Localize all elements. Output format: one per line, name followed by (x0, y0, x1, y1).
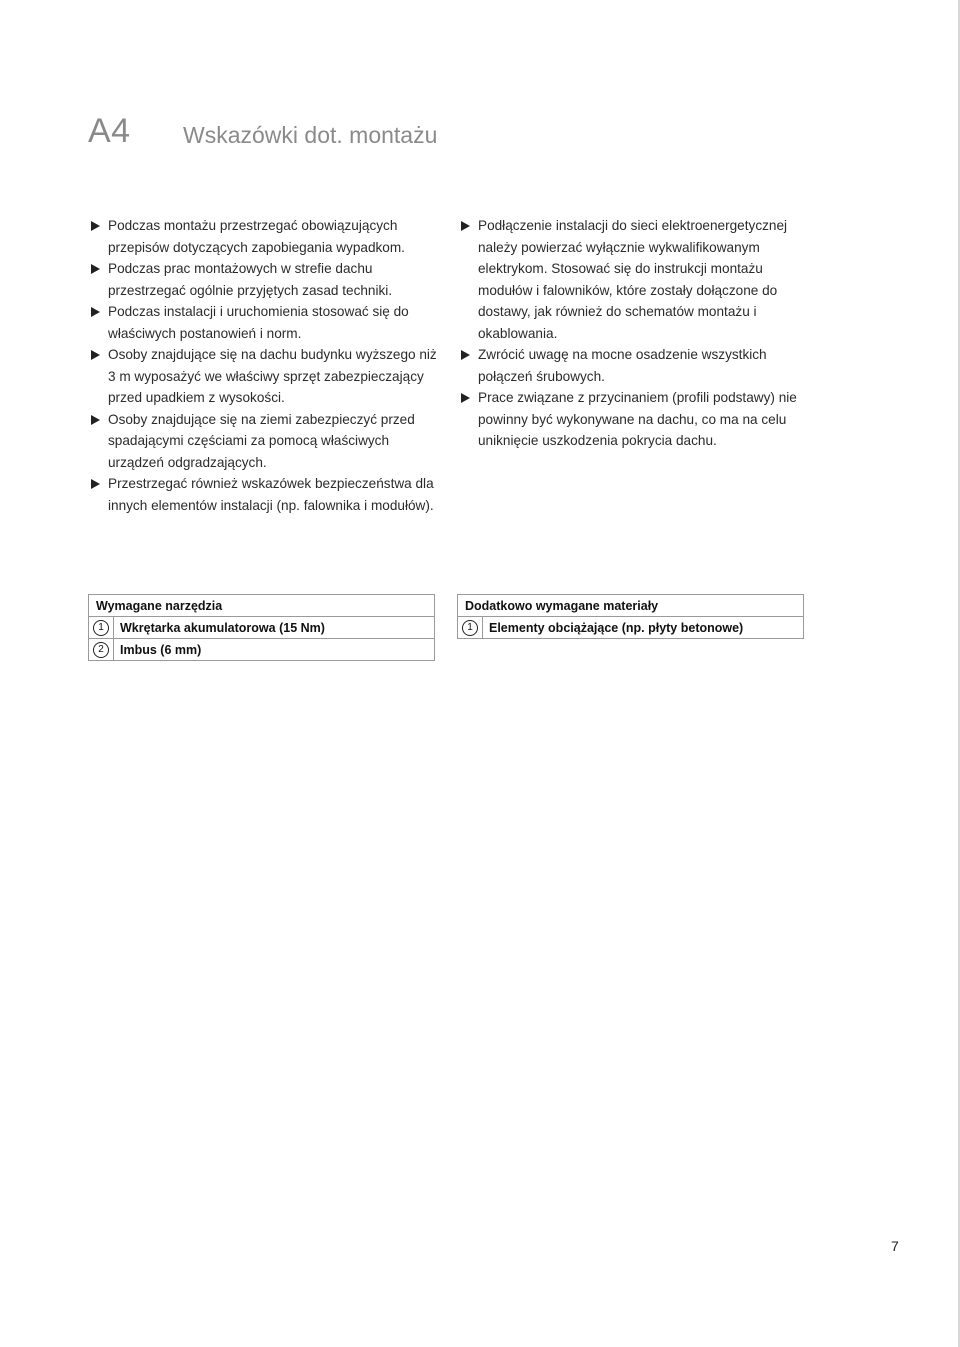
section-code: A4 (88, 112, 131, 150)
list-item (88, 473, 440, 516)
triangle-bullet-icon (461, 393, 470, 403)
item-number-cell (89, 639, 114, 661)
table-title: Wymagane narzędzia (89, 595, 435, 617)
triangle-bullet-icon (91, 264, 100, 274)
additional-materials-table (457, 594, 804, 639)
table-row (89, 617, 435, 639)
list-item (458, 344, 810, 387)
safety-list-right (458, 215, 810, 452)
item-number-cell (458, 617, 483, 639)
page-number: 7 (891, 1238, 899, 1254)
triangle-bullet-icon (91, 307, 100, 317)
triangle-bullet-icon (91, 415, 100, 425)
right-column (458, 215, 810, 452)
list-item-text: Podłączenie instalacji do sieci elektroenergetycznej należy powierzać wyłącznie wykwalifikowanym elektrykom. Stosować się do instrukcji montażu modułów i falowników, które zostały dołączone do dostawy, jak również do schematów montażu i okablowania. (478, 218, 788, 341)
circled-number: 1 (462, 620, 478, 636)
circled-number: 2 (93, 642, 109, 658)
safety-list-left (88, 215, 440, 516)
list-item (458, 215, 810, 344)
list-item (88, 215, 440, 258)
table-row (458, 617, 804, 639)
item-label: Elementy obciążające (np. płyty betonowe) (483, 617, 804, 639)
item-label: Imbus (6 mm) (114, 639, 435, 661)
table-title: Dodatkowo wymagane materiały (458, 595, 804, 617)
list-item-text: Prace związane z przycinaniem (profili podstawy) nie powinny być wykonywane na dachu, co ma na celu uniknięcie uszkodzenia pokrycia dachu. (478, 390, 797, 448)
required-tools-table (88, 594, 435, 661)
triangle-bullet-icon (461, 221, 470, 231)
table-header-row (89, 595, 435, 617)
circled-number: 1 (93, 620, 109, 636)
item-label: Wkrętarka akumulatorowa (15 Nm) (114, 617, 435, 639)
triangle-bullet-icon (91, 350, 100, 360)
list-item-text: Osoby znajdujące się na ziemi zabezpieczyć przed spadającymi częściami za pomocą właściwych urządzeń odgradzających. (108, 411, 415, 470)
list-item-text: Osoby znajdujące się na dachu budynku wyższego niż 3 m wyposażyć we właściwy sprzęt zabezpieczający przed upadkiem z wysokości. (108, 347, 437, 405)
list-item-text: Podczas instalacji i uruchomienia stosować się do właściwych postanowień i norm. (108, 304, 409, 341)
list-item (88, 301, 440, 344)
triangle-bullet-icon (91, 479, 100, 489)
list-item-text: Zwrócić uwagę na mocne osadzenie wszystkich połączeń śrubowych. (478, 347, 767, 384)
triangle-bullet-icon (91, 221, 100, 231)
left-column (88, 215, 440, 516)
list-item-text: Podczas prac montażowych w strefie dachu przestrzegać ogólnie przyjętych zasad techniki. (108, 261, 393, 298)
list-item (88, 409, 440, 474)
list-item-text: Przestrzegać również wskazówek bezpieczeństwa dla innych elementów instalacji (np. falownika i modułów). (108, 476, 434, 513)
list-item (88, 344, 440, 409)
table-row (89, 639, 435, 661)
item-number-cell (89, 617, 114, 639)
list-item (458, 387, 810, 452)
list-item (88, 258, 440, 301)
list-item-text: Podczas montażu przestrzegać obowiązujących przepisów dotyczących zapobiegania wypadkom. (108, 218, 405, 255)
triangle-bullet-icon (461, 350, 470, 360)
table-header-row (458, 595, 804, 617)
section-title: Wskazówki dot. montażu (183, 122, 438, 148)
